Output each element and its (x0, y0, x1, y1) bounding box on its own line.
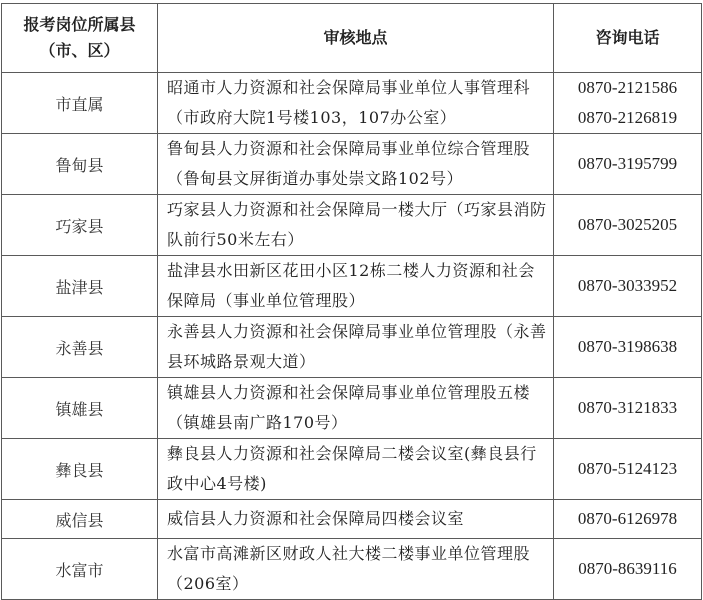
county-cell: 市直属 (2, 73, 158, 134)
phone-cell: 0870-3121833 (554, 378, 702, 439)
county-cell: 巧家县 (2, 195, 158, 256)
county-cell: 盐津县 (2, 256, 158, 317)
phone-number: 0870-2126819 (577, 108, 678, 127)
county-cell: 永善县 (2, 317, 158, 378)
table-row (2, 256, 702, 317)
phone-cell: 0870-5124123 (554, 439, 702, 500)
county-cell: 镇雄县 (2, 378, 158, 439)
phone-cell: 0870-3033952 (554, 256, 702, 317)
review-location-table (1, 3, 702, 600)
table-row (2, 73, 702, 134)
header-phone: 咨询电话 (554, 4, 702, 73)
location-cell: 昭通市人力资源和社会保障局事业单位人事管理科（市政府大院1号楼103，107办公室） (158, 73, 554, 134)
location-cell: 威信县人力资源和社会保障局四楼会议室 (158, 500, 554, 539)
county-cell: 水富市 (2, 539, 158, 600)
location-cell: 水富市高滩新区财政人社大楼二楼事业单位管理股（206室） (158, 539, 554, 600)
table-row (2, 439, 702, 500)
table-row (2, 378, 702, 439)
location-cell: 盐津县水田新区花田小区12栋二楼人力资源和社会保障局（事业单位管理股） (158, 256, 554, 317)
table-header-row (2, 4, 702, 73)
county-cell: 鲁甸县 (2, 134, 158, 195)
table-row (2, 195, 702, 256)
table-row (2, 317, 702, 378)
location-cell: 永善县人力资源和社会保障局事业单位管理股（永善县环城路景观大道） (158, 317, 554, 378)
table-row (2, 539, 702, 600)
county-cell: 彝良县 (2, 439, 158, 500)
phone-cell: 0870-3198638 (554, 317, 702, 378)
phone-number: 0870-2121586 (577, 78, 678, 97)
location-cell: 彝良县人力资源和社会保障局二楼会议室(彝良县行政中心4号楼) (158, 439, 554, 500)
location-cell: 鲁甸县人力资源和社会保障局事业单位综合管理股（鲁甸县文屏街道办事处崇文路102号） (158, 134, 554, 195)
phone-cell: 0870-6126978 (554, 500, 702, 539)
header-location: 审核地点 (158, 4, 554, 73)
header-county: 报考岗位所属县（市、区） (2, 4, 158, 73)
phone-cell: 0870-8639116 (554, 539, 702, 600)
phone-cell (554, 73, 702, 134)
table-row (2, 500, 702, 539)
table-row (2, 134, 702, 195)
county-cell: 威信县 (2, 500, 158, 539)
location-cell: 镇雄县人力资源和社会保障局事业单位管理股五楼（镇雄县南广路170号） (158, 378, 554, 439)
phone-cell: 0870-3195799 (554, 134, 702, 195)
location-cell: 巧家县人力资源和社会保障局一楼大厅（巧家县消防队前行50米左右） (158, 195, 554, 256)
phone-cell: 0870-3025205 (554, 195, 702, 256)
